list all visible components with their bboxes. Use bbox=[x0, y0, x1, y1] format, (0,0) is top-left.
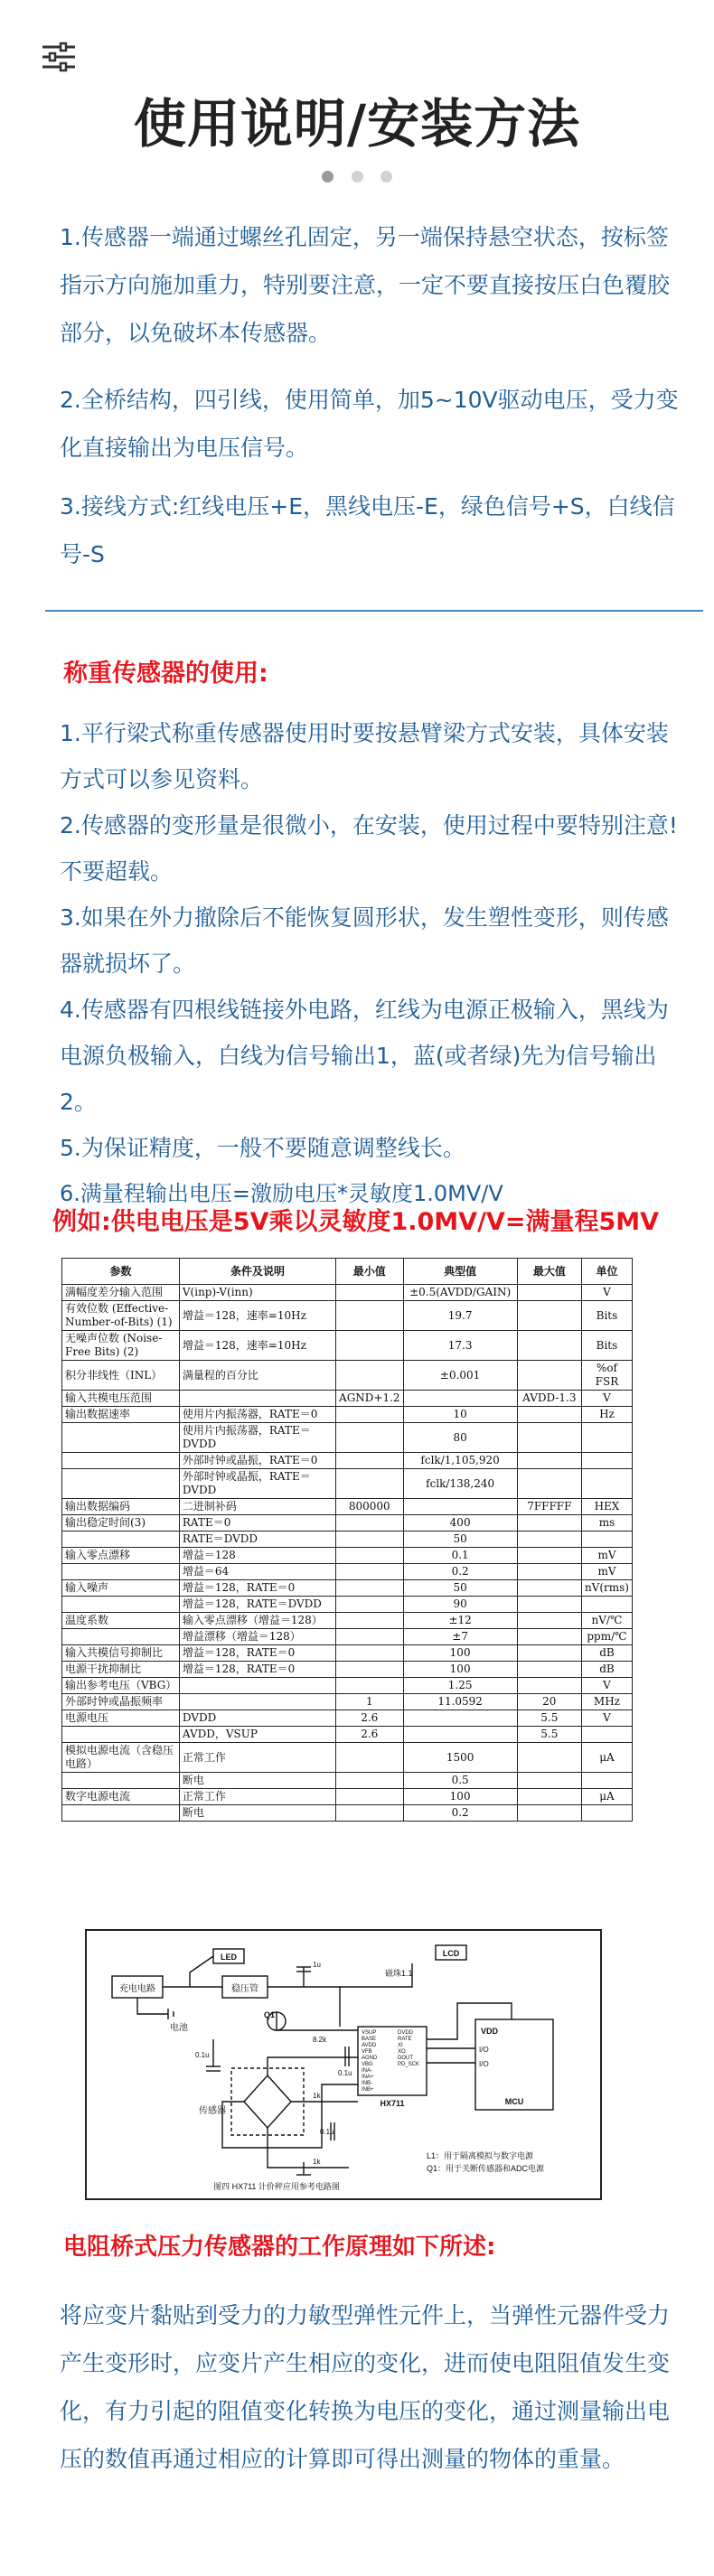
page-title: 使用说明/安装方法 bbox=[133, 93, 581, 155]
sliders-icon[interactable] bbox=[42, 42, 76, 72]
table-row bbox=[62, 1727, 633, 1743]
table-cell bbox=[517, 1423, 581, 1453]
table-header-row bbox=[62, 1259, 633, 1285]
table-cell: 二进制补码 bbox=[179, 1499, 335, 1515]
table-cell bbox=[336, 1361, 404, 1391]
circuit-label-regulator: 稳压管 bbox=[231, 1984, 258, 1994]
circuit-label-charger: 充电电路 bbox=[119, 1984, 155, 1994]
table-cell bbox=[581, 1423, 632, 1453]
table-cell: 400 bbox=[403, 1515, 517, 1532]
table-row bbox=[62, 1469, 633, 1499]
table-cell bbox=[403, 1391, 517, 1407]
chip-pin-label: INA- bbox=[362, 2068, 372, 2074]
table-cell bbox=[517, 1678, 581, 1694]
table-cell: 数字电源电流 bbox=[62, 1789, 180, 1805]
table-cell: 增益＝128，速率=10Hz bbox=[179, 1301, 335, 1331]
table-cell: 外部时钟或晶振，RATE＝0 bbox=[179, 1453, 335, 1469]
table-row bbox=[62, 1629, 633, 1645]
table-row bbox=[62, 1743, 633, 1773]
table-cell: 正常工作 bbox=[179, 1743, 335, 1773]
table-cell bbox=[62, 1532, 180, 1548]
table-cell bbox=[336, 1743, 404, 1773]
carousel-dots bbox=[0, 169, 714, 186]
table-cell: 增益＝128，RATE＝0 bbox=[179, 1645, 335, 1662]
chip-pin-label: INA+ bbox=[362, 2075, 374, 2080]
table-cell: V bbox=[581, 1678, 632, 1694]
table-cell: V(inp)-V(inn) bbox=[179, 1285, 335, 1301]
table-cell bbox=[336, 1453, 404, 1469]
table-cell: 外部时钟或晶振频率 bbox=[62, 1694, 180, 1710]
chip-pin-label: VBG bbox=[362, 2062, 373, 2067]
table-row bbox=[62, 1613, 633, 1629]
usage-item-2: 2.传感器的变形量是很微小，在安装，使用过程中要特别注意!不要超载。 bbox=[60, 812, 678, 885]
table-row bbox=[62, 1548, 633, 1564]
circuit-diagram bbox=[85, 1929, 602, 2200]
table-cell: V bbox=[581, 1285, 632, 1301]
circuit-label-r3: 1k bbox=[313, 2158, 321, 2166]
table-cell: HEX bbox=[581, 1499, 632, 1515]
table-cell: μA bbox=[581, 1789, 632, 1805]
table-cell: 0.2 bbox=[403, 1805, 517, 1822]
table-cell: 输入零点漂移 bbox=[62, 1548, 180, 1564]
chip-pin-label: DVDD bbox=[398, 2030, 414, 2036]
table-cell: mV bbox=[581, 1548, 632, 1564]
circuit-label-chip: HX711 bbox=[380, 2099, 405, 2108]
table-cell: %of FSR bbox=[581, 1361, 632, 1391]
install-paragraph-1: 1.传感器一端通过螺丝孔固定，另一端保持悬空状态，按标签指示方向施加重力，特别要注意，一定不要直接按压白色覆胶部分，以免破坏本传感器。 bbox=[60, 224, 671, 346]
circuit-legend-2: Q1：用于关断传感器和ADC电源 bbox=[427, 2164, 545, 2173]
chip-pin-label: PD_SCK bbox=[398, 2062, 420, 2067]
table-cell bbox=[581, 1532, 632, 1548]
principle-heading: 电阻桥式压力传感器的工作原理如下所述: bbox=[63, 2234, 496, 2261]
circuit-caption: 图四 HX711 计价秤应用参考电路图 bbox=[213, 2182, 340, 2191]
table-cell: ±0.5(AVDD/GAIN) bbox=[403, 1285, 517, 1301]
table-cell bbox=[336, 1678, 404, 1694]
circuit-label-cap-1: 1u bbox=[313, 1961, 321, 1969]
circuit-label-cap-4: 0.1u bbox=[320, 2128, 334, 2136]
table-cell: DVDD bbox=[179, 1710, 335, 1727]
table-cell bbox=[62, 1629, 180, 1645]
table-cell: 0.2 bbox=[403, 1564, 517, 1580]
circuit-label-sensor: 传感器 bbox=[199, 2106, 226, 2116]
table-cell: 满幅度差分输入范围 bbox=[62, 1285, 180, 1301]
chip-pin-label: XI bbox=[398, 2043, 403, 2048]
table-cell bbox=[336, 1331, 404, 1361]
table-row bbox=[62, 1597, 633, 1613]
table-cell bbox=[336, 1407, 404, 1423]
table-cell: nV/℃ bbox=[581, 1613, 632, 1629]
table-cell bbox=[179, 1694, 335, 1710]
table-cell bbox=[517, 1548, 581, 1564]
table-cell bbox=[517, 1662, 581, 1678]
table-cell bbox=[581, 1453, 632, 1469]
table-cell bbox=[517, 1743, 581, 1773]
table-cell: 温度系数 bbox=[62, 1613, 180, 1629]
table-cell: fclk/138,240 bbox=[403, 1469, 517, 1499]
table-cell bbox=[336, 1285, 404, 1301]
table-cell: nV(rms) bbox=[581, 1580, 632, 1597]
table-cell bbox=[336, 1515, 404, 1532]
circuit-label-io-1: I/O bbox=[479, 2046, 489, 2054]
table-cell: 输入噪声 bbox=[62, 1580, 180, 1597]
usage-item-3: 3.如果在外力撤除后不能恢复圆形状，发生塑性变形，则传感器就损坏了。 bbox=[60, 904, 669, 977]
table-cell: 断电 bbox=[179, 1805, 335, 1822]
table-cell bbox=[62, 1469, 180, 1499]
chip-pin-label: AVDD bbox=[362, 2043, 377, 2048]
table-cell: 电源干扰抑制比 bbox=[62, 1662, 180, 1678]
circuit-legend-1: L1：用于隔离模拟与数字电源 bbox=[427, 2151, 534, 2160]
table-header-cell: 典型值 bbox=[403, 1259, 517, 1285]
table-cell: 正常工作 bbox=[179, 1789, 335, 1805]
table-row bbox=[62, 1564, 633, 1580]
table-header-cell: 最大值 bbox=[517, 1259, 581, 1285]
table-cell: V bbox=[581, 1710, 632, 1727]
table-cell bbox=[517, 1645, 581, 1662]
circuit-label-cap-2: 0.1u bbox=[195, 2051, 210, 2059]
table-cell: Hz bbox=[581, 1407, 632, 1423]
table-cell: 1.25 bbox=[403, 1678, 517, 1694]
chip-pin-label: BASE bbox=[362, 2037, 377, 2042]
example-note: 例如:供电电压是5V乘以灵敏度1.0MV/V=满量程5MV bbox=[52, 1208, 660, 1236]
table-row bbox=[62, 1710, 633, 1727]
table-cell: fclk/1,105,920 bbox=[403, 1453, 517, 1469]
table-cell bbox=[336, 1423, 404, 1453]
install-paragraph-2: 2.全桥结构，四引线，使用简单，加5~10V驱动电压，受力变化直接输出为电压信号。 bbox=[60, 387, 679, 461]
table-cell bbox=[517, 1597, 581, 1613]
usage-item-4: 4.传感器有四根线链接外电路，红线为电源正极输入，黑线为电源负极输入，白线为信号输出1，蓝(或者绿)先为信号输出2。 bbox=[60, 997, 669, 1115]
chip-pin-label: INB+ bbox=[362, 2087, 374, 2093]
table-cell: 11.0592 bbox=[403, 1694, 517, 1710]
chip-pin-label: INB- bbox=[362, 2081, 372, 2086]
table-cell: ±0.001 bbox=[403, 1361, 517, 1391]
table-row bbox=[62, 1515, 633, 1532]
table-cell bbox=[517, 1580, 581, 1597]
table-cell: 增益＝64 bbox=[179, 1564, 335, 1580]
table-row bbox=[62, 1407, 633, 1423]
circuit-label-crystal: 磁珠1.1 bbox=[385, 1969, 413, 1978]
table-cell bbox=[517, 1805, 581, 1822]
table-cell: 80 bbox=[403, 1423, 517, 1453]
table-cell: 模拟电源电流（含稳压电路） bbox=[62, 1743, 180, 1773]
table-cell bbox=[517, 1564, 581, 1580]
table-cell: Bits bbox=[581, 1331, 632, 1361]
table-cell: 增益漂移（增益＝128） bbox=[179, 1629, 335, 1645]
usage-item-5: 5.为保证精度，一般不要随意调整线长。 bbox=[60, 1135, 465, 1161]
table-cell: 100 bbox=[403, 1662, 517, 1678]
table-cell bbox=[62, 1564, 180, 1580]
table-cell bbox=[62, 1805, 180, 1822]
table-row bbox=[62, 1662, 633, 1678]
table-cell: dB bbox=[581, 1662, 632, 1678]
table-cell bbox=[517, 1532, 581, 1548]
table-cell bbox=[517, 1773, 581, 1789]
circuit-label-io-2: I/O bbox=[479, 2060, 489, 2068]
table-cell: 输出稳定时间(3) bbox=[62, 1515, 180, 1532]
table-cell bbox=[62, 1453, 180, 1469]
table-cell: 增益＝128，RATE＝0 bbox=[179, 1662, 335, 1678]
install-paragraph-3: 3.接线方式:红线电压+E，黑线电压-E，绿色信号+S，白线信号-S bbox=[60, 493, 675, 567]
table-row bbox=[62, 1580, 633, 1597]
table-cell bbox=[581, 1469, 632, 1499]
table-cell: 积分非线性（INL） bbox=[62, 1361, 180, 1391]
table-cell: μA bbox=[581, 1743, 632, 1773]
table-cell: ppm/℃ bbox=[581, 1629, 632, 1645]
table-cell bbox=[179, 1391, 335, 1407]
table-cell bbox=[336, 1597, 404, 1613]
table-cell: 5.5 bbox=[517, 1727, 581, 1743]
table-cell bbox=[517, 1453, 581, 1469]
table-cell: AGND+1.2 bbox=[336, 1391, 404, 1407]
table-cell: 增益＝128 bbox=[179, 1548, 335, 1564]
circuit-label-battery: 电池 bbox=[170, 2023, 188, 2033]
table-row bbox=[62, 1694, 633, 1710]
table-cell bbox=[336, 1532, 404, 1548]
table-cell bbox=[403, 1727, 517, 1743]
table-cell bbox=[336, 1564, 404, 1580]
table-cell: 有效位数 (Effective-Number-of-Bits) (1) bbox=[62, 1301, 180, 1331]
table-cell bbox=[62, 1773, 180, 1789]
carousel-dot-2[interactable] bbox=[352, 171, 363, 183]
chip-pin-label: RATE bbox=[398, 2037, 412, 2042]
table-cell: MHz bbox=[581, 1694, 632, 1710]
table-row bbox=[62, 1805, 633, 1822]
table-cell: 外部时钟或晶振，RATE＝DVDD bbox=[179, 1469, 335, 1499]
table-row bbox=[62, 1789, 633, 1805]
table-cell: ±12 bbox=[403, 1613, 517, 1629]
table-cell: 输出参考电压（VBG） bbox=[62, 1678, 180, 1694]
table-cell: 1 bbox=[336, 1694, 404, 1710]
table-cell: 断电 bbox=[179, 1773, 335, 1789]
table-cell bbox=[336, 1301, 404, 1331]
spec-table-body bbox=[62, 1285, 633, 1822]
table-cell bbox=[62, 1597, 180, 1613]
table-cell: 100 bbox=[403, 1789, 517, 1805]
table-cell: 0.5 bbox=[403, 1773, 517, 1789]
table-header-cell: 单位 bbox=[581, 1259, 632, 1285]
table-cell: ±7 bbox=[403, 1629, 517, 1645]
usage-item-6: 6.满量程输出电压=激励电压*灵敏度1.0MV/V bbox=[60, 1181, 503, 1206]
table-cell: Bits bbox=[581, 1301, 632, 1331]
table-cell bbox=[336, 1548, 404, 1564]
table-row bbox=[62, 1773, 633, 1789]
circuit-label-r2: 1k bbox=[313, 2092, 321, 2100]
circuit-label-lcd: LCD bbox=[442, 1949, 460, 1958]
table-cell: 输出数据编码 bbox=[62, 1499, 180, 1515]
table-cell bbox=[517, 1613, 581, 1629]
table-header-cell: 条件及说明 bbox=[179, 1259, 335, 1285]
table-cell bbox=[581, 1773, 632, 1789]
table-cell: 增益＝128，RATE＝0 bbox=[179, 1580, 335, 1597]
table-cell: 输出数据速率 bbox=[62, 1407, 180, 1423]
table-cell: 输入共模信号抑制比 bbox=[62, 1645, 180, 1662]
table-cell: 19.7 bbox=[403, 1301, 517, 1331]
table-cell bbox=[581, 1597, 632, 1613]
table-cell: AVDD，VSUP bbox=[179, 1727, 335, 1743]
table-cell: 5.5 bbox=[517, 1710, 581, 1727]
table-cell: RATE＝DVDD bbox=[179, 1532, 335, 1548]
table-cell bbox=[179, 1678, 335, 1694]
chip-pin-label: VSUP bbox=[362, 2030, 377, 2036]
table-cell bbox=[336, 1580, 404, 1597]
table-cell bbox=[336, 1469, 404, 1499]
table-cell bbox=[517, 1469, 581, 1499]
table-cell: RATE＝0 bbox=[179, 1515, 335, 1532]
table-cell: V bbox=[581, 1391, 632, 1407]
table-cell bbox=[517, 1301, 581, 1331]
table-cell bbox=[336, 1789, 404, 1805]
table-cell: 电源电压 bbox=[62, 1710, 180, 1727]
circuit-label-led: LED bbox=[221, 1953, 237, 1962]
table-row bbox=[62, 1453, 633, 1469]
carousel-dot-3[interactable] bbox=[380, 171, 392, 183]
chip-pin-label: DOUT bbox=[398, 2056, 413, 2061]
table-row bbox=[62, 1285, 633, 1301]
section-divider bbox=[45, 610, 703, 612]
spec-table bbox=[61, 1258, 633, 1822]
table-cell: 使用片内振荡器，RATE＝DVDD bbox=[179, 1423, 335, 1453]
table-cell: 2.6 bbox=[336, 1710, 404, 1727]
table-cell: 增益＝128，速率=10Hz bbox=[179, 1331, 335, 1361]
chip-pin-label: XO bbox=[398, 2049, 406, 2055]
table-cell bbox=[517, 1407, 581, 1423]
table-cell: 2.6 bbox=[336, 1727, 404, 1743]
table-cell: 输入零点漂移（增益＝128） bbox=[179, 1613, 335, 1629]
circuit-label-q1: Q1 bbox=[264, 2010, 276, 2019]
table-cell: 90 bbox=[403, 1597, 517, 1613]
table-cell bbox=[517, 1285, 581, 1301]
table-cell bbox=[517, 1361, 581, 1391]
table-cell: dB bbox=[581, 1645, 632, 1662]
chip-pin-label: VFB bbox=[362, 2049, 372, 2055]
table-cell: mV bbox=[581, 1564, 632, 1580]
table-cell bbox=[581, 1805, 632, 1822]
table-row bbox=[62, 1678, 633, 1694]
table-cell bbox=[336, 1629, 404, 1645]
table-cell: 满量程的百分比 bbox=[179, 1361, 335, 1391]
table-cell: 17.3 bbox=[403, 1331, 517, 1361]
table-cell bbox=[517, 1331, 581, 1361]
table-cell: AVDD-1.3 bbox=[517, 1391, 581, 1407]
circuit-label-r1: 8.2k bbox=[313, 2036, 327, 2044]
principle-text: 将应变片黏贴到受力的力敏型弹性元件上，当弹性元器件受力产生变形时，应变片产生相应的变化，进而使电阻阻值发生变化，有力引起的阻值变化转换为电压的变化，通过测量输出电压的数值再通过相应的计算即可得出测量的物体的重量。 bbox=[60, 2302, 671, 2472]
table-cell bbox=[336, 1645, 404, 1662]
table-cell: 100 bbox=[403, 1645, 517, 1662]
table-cell bbox=[517, 1789, 581, 1805]
usage-item-1: 1.平行梁式称重传感器使用时要按悬臂梁方式安装，具体安装方式可以参见资料。 bbox=[60, 720, 669, 792]
circuit-label-vdd: VDD bbox=[481, 2027, 499, 2036]
table-row bbox=[62, 1331, 633, 1361]
table-row bbox=[62, 1499, 633, 1515]
circuit-label-cap-3: 0.1u bbox=[338, 2069, 352, 2077]
table-cell bbox=[62, 1423, 180, 1453]
table-cell: 0.1 bbox=[403, 1548, 517, 1564]
table-cell bbox=[517, 1629, 581, 1645]
carousel-dot-1[interactable] bbox=[322, 171, 334, 183]
table-row bbox=[62, 1391, 633, 1407]
table-cell bbox=[581, 1727, 632, 1743]
table-cell: 800000 bbox=[336, 1499, 404, 1515]
table-row bbox=[62, 1645, 633, 1662]
table-cell bbox=[403, 1710, 517, 1727]
table-cell: 输入共模电压范围 bbox=[62, 1391, 180, 1407]
table-cell bbox=[336, 1662, 404, 1678]
table-cell: 使用片内振荡器，RATE＝0 bbox=[179, 1407, 335, 1423]
table-cell: 1500 bbox=[403, 1743, 517, 1773]
table-header-cell: 最小值 bbox=[336, 1259, 404, 1285]
table-cell: 7FFFFF bbox=[517, 1499, 581, 1515]
table-cell bbox=[336, 1613, 404, 1629]
table-cell: ms bbox=[581, 1515, 632, 1532]
table-cell bbox=[517, 1515, 581, 1532]
table-cell: 10 bbox=[403, 1407, 517, 1423]
usage-heading: 称重传感器的使用: bbox=[63, 660, 268, 688]
table-row bbox=[62, 1423, 633, 1453]
table-cell bbox=[336, 1805, 404, 1822]
circuit-label-mcu: MCU bbox=[504, 2097, 524, 2106]
table-cell: 50 bbox=[403, 1532, 517, 1548]
table-cell: 无噪声位数 (Noise-Free Bits) (2) bbox=[62, 1331, 180, 1361]
table-cell bbox=[403, 1499, 517, 1515]
chip-pin-label: AGND bbox=[362, 2056, 378, 2061]
table-cell bbox=[62, 1727, 180, 1743]
table-row bbox=[62, 1361, 633, 1391]
table-row bbox=[62, 1301, 633, 1331]
table-cell bbox=[336, 1773, 404, 1789]
table-header-cell: 参数 bbox=[62, 1259, 180, 1285]
table-cell: 50 bbox=[403, 1580, 517, 1597]
table-cell: 增益＝128，RATE＝DVDD bbox=[179, 1597, 335, 1613]
table-row bbox=[62, 1532, 633, 1548]
table-cell: 20 bbox=[517, 1694, 581, 1710]
